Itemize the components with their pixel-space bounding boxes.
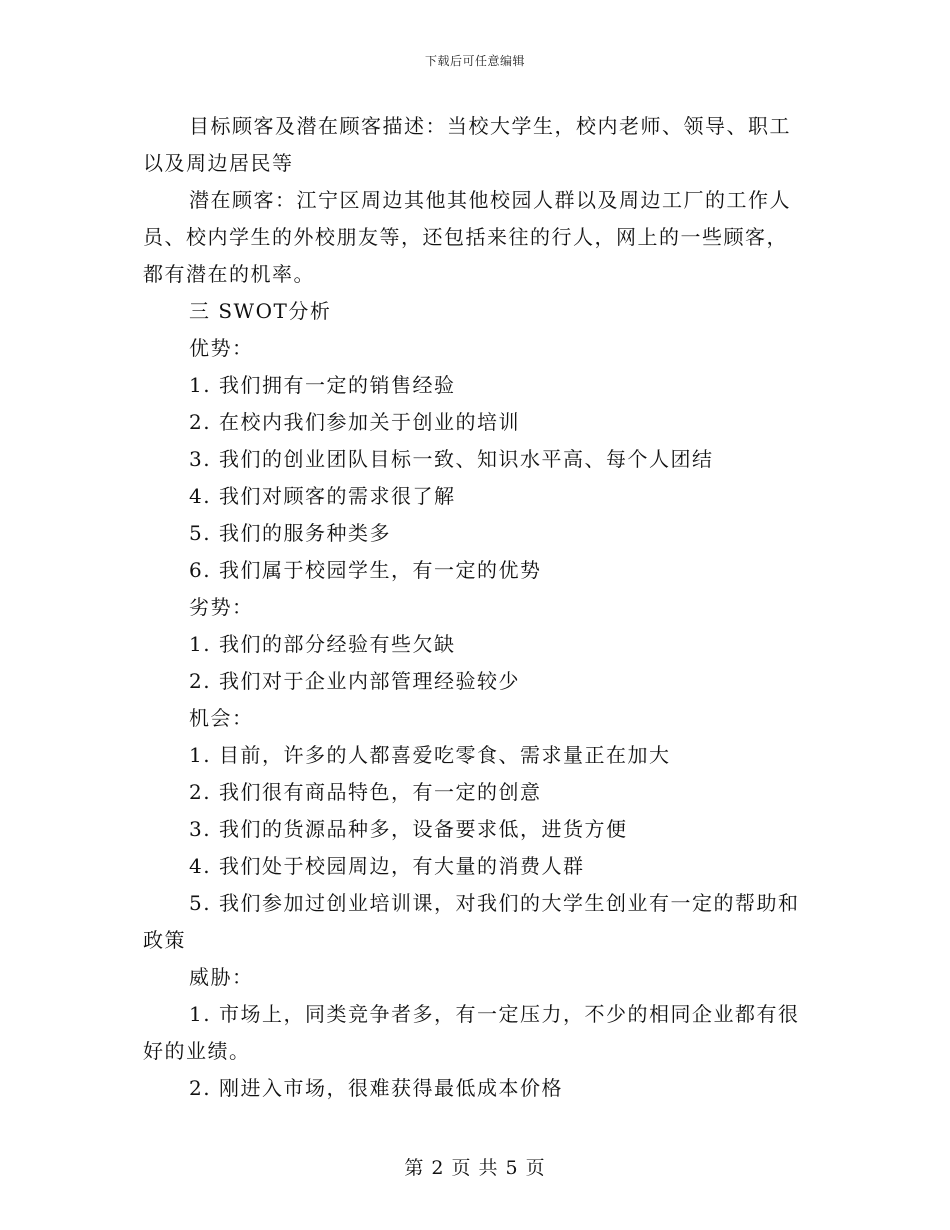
paragraph-line: 潜在顾客：江宁区周边其他其他校园人群以及周边工厂的工作人 (189, 188, 791, 212)
list-item: 1. 我们拥有一定的销售经验 (189, 373, 456, 397)
list-item-continuation: 好的业绩。 (143, 1039, 251, 1063)
subsection-heading: 机会： (189, 706, 254, 730)
list-item: 2. 在校内我们参加关于创业的培训 (189, 410, 520, 434)
list-item: 3. 我们的创业团队目标一致、知识水平高、每个人团结 (189, 447, 714, 471)
page-header: 下载后可任意编辑 (424, 54, 525, 68)
list-item-continuation: 政策 (143, 928, 186, 952)
paragraph-line: 以及周边居民等 (143, 151, 294, 175)
list-item: 3. 我们的货源品种多，设备要求低，进货方便 (189, 817, 628, 841)
subsection-heading: 优势： (189, 336, 254, 360)
paragraph-line: 目标顾客及潜在顾客描述：当校大学生，校内老师、领导、职工 (189, 114, 791, 138)
list-item: 1. 目前，许多的人都喜爱吃零食、需求量正在加大 (189, 743, 671, 767)
page-footer: 第 2 页 共 5 页 (404, 1157, 546, 1179)
list-item: 5. 我们的服务种类多 (189, 521, 391, 545)
list-item: 1. 我们的部分经验有些欠缺 (189, 632, 456, 656)
list-item: 2. 我们对于企业内部管理经验较少 (189, 669, 520, 693)
list-item: 1. 市场上，同类竞争者多，有一定压力，不少的相同企业都有很 (189, 1002, 800, 1026)
section-heading: 三 SWOT分析 (189, 299, 332, 323)
list-item: 2. 我们很有商品特色，有一定的创意 (189, 780, 542, 804)
paragraph-line: 都有潜在的机率。 (143, 262, 315, 286)
document-body (143, 108, 811, 1107)
list-item: 6. 我们属于校园学生，有一定的优势 (189, 558, 542, 582)
list-item: 2. 刚进入市场，很难获得最低成本价格 (189, 1076, 563, 1100)
list-item: 5. 我们参加过创业培训课，对我们的大学生创业有一定的帮助和 (189, 891, 800, 915)
list-item: 4. 我们对顾客的需求很了解 (189, 484, 456, 508)
subsection-heading: 劣势： (189, 595, 254, 619)
subsection-heading: 威胁： (189, 965, 254, 989)
list-item: 4. 我们处于校园周边，有大量的消费人群 (189, 854, 585, 878)
paragraph-line: 员、校内学生的外校朋友等，还包括来往的行人，网上的一些顾客， (143, 225, 788, 249)
